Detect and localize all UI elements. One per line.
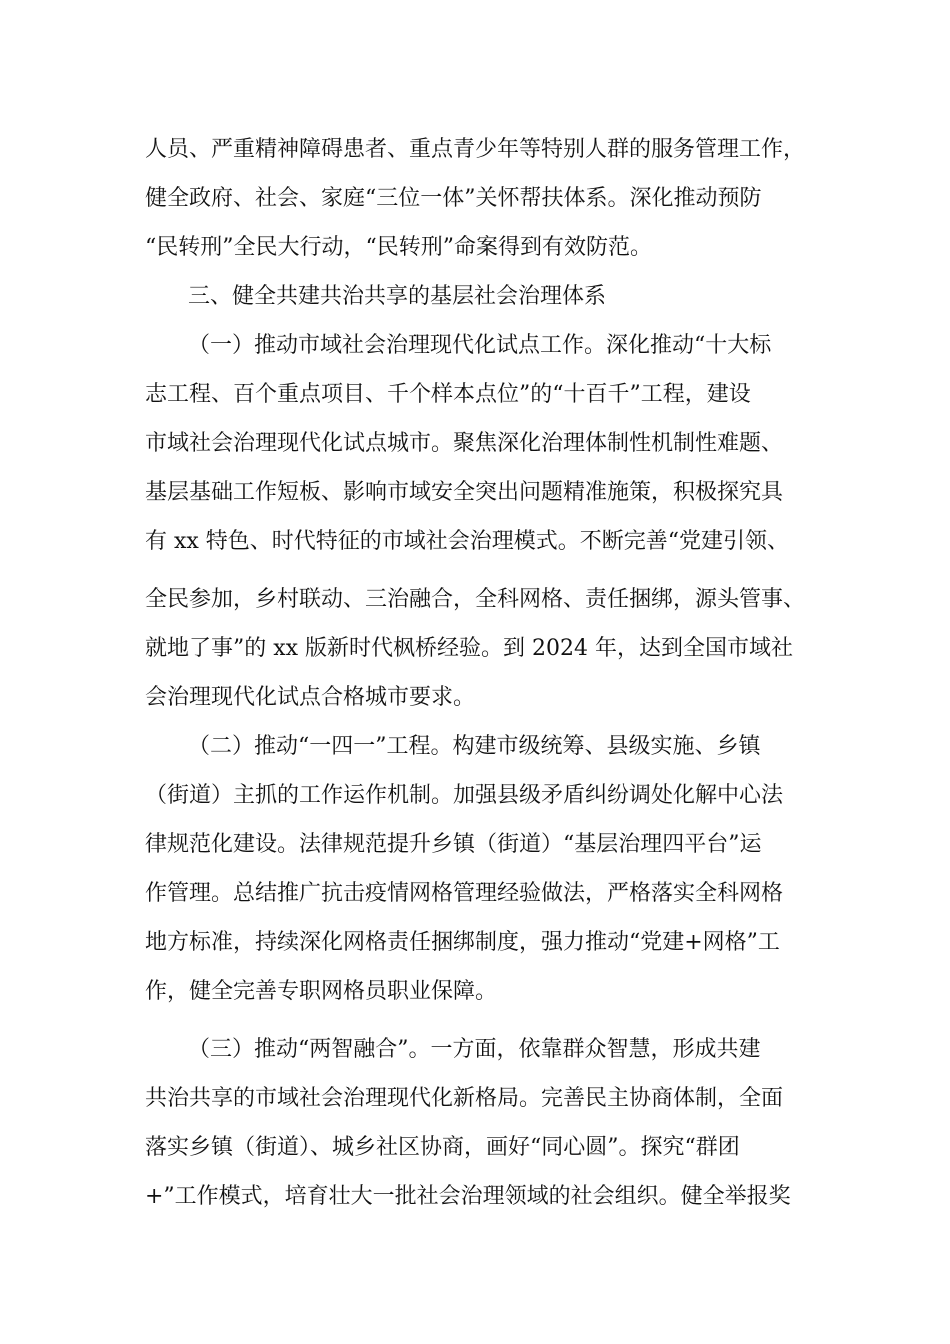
text-line-11: 就地了事”的 xx 版新时代枫桥经验。到 2024 年，达到全国市域社 [145, 636, 794, 661]
text-line-3: “民转刑”全民大行动，“民转刑”命案得到有效防范。 [145, 235, 652, 260]
section-heading: 三、健全共建共治共享的基层社会治理体系 [188, 284, 607, 309]
text-line-15: 律规范化建设。法律规范提升乡镇（街道）“基层治理四平台”运 [145, 832, 762, 857]
text-line-1: 人员、严重精神障碍患者、重点青少年等特别人群的服务管理工作， [145, 137, 806, 162]
text-line-19: （三）推动“两智融合”。一方面，依靠群众智慧，形成共建 [188, 1037, 761, 1062]
text-line-18: 作，健全完善专职网格员职业保障。 [145, 979, 498, 1004]
text-line-8: 基层基础工作短板、影响市域安全突出问题精准施策，积极探究具 [145, 480, 784, 505]
text-line-13: （二）推动“一四一”工程。构建市级统筹、县级实施、乡镇 [188, 734, 761, 759]
text-line-16: 作管理。总结推广抗击疫情网格管理经验做法，严格落实全科网格 [145, 881, 784, 906]
text-line-12: 会治理现代化试点合格城市要求。 [145, 685, 476, 710]
text-line-22: +”工作模式，培育壮大一批社会治理领域的社会组织。健全举报奖 [145, 1184, 791, 1209]
text-line-6: 志工程、百个重点项目、千个样本点位”的“十百千”工程，建设 [145, 382, 751, 407]
text-line-9: 有 xx 特色、时代特征的市域社会治理模式。不断完善“党建引领、 [145, 529, 790, 554]
text-line-14: （街道）主抓的工作运作机制。加强县级矛盾纠纷调处化解中心法 [145, 783, 784, 808]
text-line-21: 落实乡镇（街道）、城乡社区协商，画好“同心圆”。探究“群团 [145, 1135, 740, 1160]
text-line-17: 地方标准，持续深化网格责任捆绑制度，强力推动“党建+网格”工 [145, 930, 780, 955]
text-line-20: 共治共享的市域社会治理现代化新格局。完善民主协商体制，全面 [145, 1086, 784, 1111]
text-line-7: 市域社会治理现代化试点城市。聚焦深化治理体制性机制性难题、 [145, 431, 784, 456]
text-line-2: 健全政府、社会、家庭“三位一体”关怀帮扶体系。深化推动预防 [145, 186, 762, 211]
text-line-5: （一）推动市域社会治理现代化试点工作。深化推动“十大标 [188, 333, 772, 358]
text-line-10: 全民参加，乡村联动、三治融合，全科网格、责任捆绑，源头管事、 [145, 587, 806, 612]
